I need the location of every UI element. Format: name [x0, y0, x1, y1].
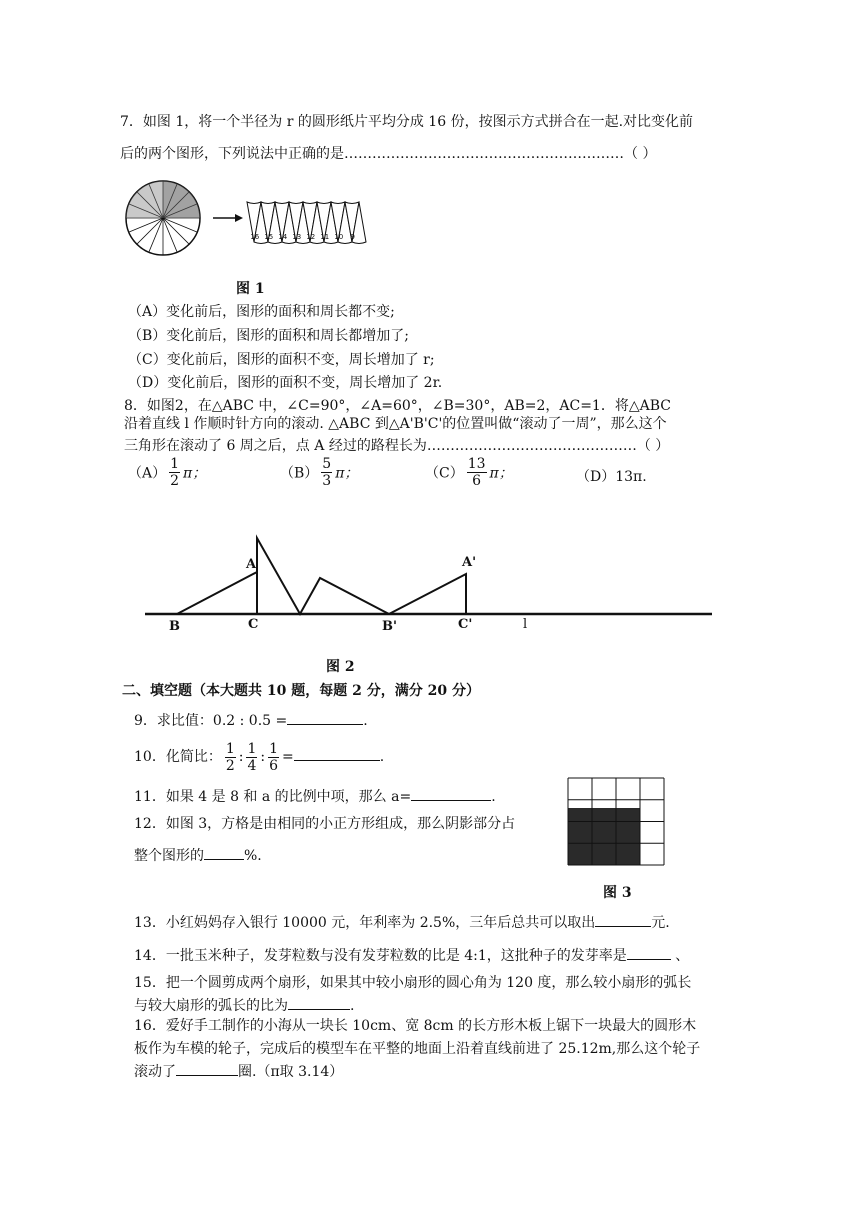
q10-answer-blank[interactable] — [294, 746, 380, 761]
denominator: 6 — [472, 473, 482, 489]
section-2-heading: 二、填空题（本大题共 10 题，每题 2 分，满分 20 分） — [122, 683, 480, 699]
numerator: 13 — [467, 456, 486, 472]
q13-tail: 元. — [651, 915, 670, 931]
denominator: 4 — [247, 757, 257, 774]
q16-line2: 板作为车模的轮子，完成后的模型车在平整的地面上沿着直线前进了 25.12m,那么这个轮子 — [134, 1041, 701, 1057]
label-c: C — [248, 617, 259, 632]
shaded-region — [568, 808, 640, 865]
numerator: 1 — [269, 740, 279, 757]
figure-1 — [125, 180, 375, 260]
fraction — [225, 741, 236, 774]
q8-line1: 8．如图2，在△ABC 中，∠C=90°，∠A=60°，∠B=30°，AB=2，AC=1．将△ABC — [124, 398, 671, 414]
fraction — [169, 456, 180, 489]
q7-option-d: （D）变化前后，图形的面积不变，周长增加了 2r. — [128, 375, 443, 391]
arrow-icon — [213, 214, 243, 222]
denominator: 2 — [170, 473, 180, 489]
q12-tail: %. — [244, 848, 262, 864]
numerator: 1 — [170, 456, 180, 472]
q8-line2: 沿着直线 l 作顺时针方向的滚动. △ABC 到△A'B'C'的位置叫做“滚动了一周”，那么这个 — [124, 416, 667, 432]
q16-answer-blank[interactable] — [176, 1061, 238, 1076]
q8-option-a — [128, 456, 206, 489]
denominator: 6 — [269, 757, 279, 774]
triangle-a1b1c1 — [389, 574, 466, 614]
q16-text: 滚动了 — [134, 1064, 176, 1080]
option-tail: π； — [489, 465, 513, 482]
label-a: A — [246, 557, 257, 572]
q7-line1: 7．如图 1，将一个半径为 r 的圆形纸片平均分成 16 份，按图示方式拼合在一起.对比变化前 — [120, 114, 694, 130]
fig3-caption: 图 3 — [603, 885, 632, 901]
q11-answer-blank[interactable] — [411, 786, 491, 801]
q15-tail: . — [350, 998, 355, 1014]
figure-2 — [140, 530, 720, 640]
q9-text: 9．求比值：0.2 : 0.5 = — [134, 713, 288, 729]
q9-answer-blank[interactable] — [287, 710, 363, 725]
q13-answer-blank[interactable] — [595, 912, 651, 927]
option-label: （D）13π. — [576, 469, 647, 485]
fraction — [246, 741, 257, 774]
label-b: B — [169, 619, 180, 634]
q10: 10．化简比： $\frac{1}{2}$ : $\frac{1}{4}$ : $\frac{1}{6}$ = . — [134, 740, 385, 774]
fig2-caption: 图 2 — [326, 659, 355, 675]
fraction — [467, 456, 487, 489]
q8-option-c — [425, 456, 513, 489]
q10-label: 10．化简比： — [134, 749, 222, 765]
option-tail: π； — [183, 465, 207, 482]
label-c-prime: C' — [458, 617, 473, 632]
q12-line2 — [134, 845, 262, 865]
q14-text: 14．一批玉米种子，发芽粒数与没有发芽粒数的比是 4:1，这批种子的发芽率是 — [134, 948, 627, 964]
figure-3-grid — [567, 777, 667, 867]
numerator: 1 — [225, 740, 235, 757]
q14 — [134, 945, 689, 965]
q16-line3 — [134, 1061, 343, 1081]
option-tail: π； — [335, 465, 359, 482]
q12-text: 整个图形的 — [134, 848, 204, 864]
q9 — [134, 710, 368, 730]
q15-line1: 15．把一个圆剪成两个扇形，如果其中较小扇形的圆心角为 120 度，那么较小扇形的弧长 — [134, 975, 692, 991]
sector-number: 9 — [350, 233, 355, 241]
q12-answer-blank[interactable] — [204, 845, 244, 860]
divided-circle — [126, 181, 200, 255]
label-a-prime: A' — [462, 555, 477, 570]
denominator: 2 — [225, 757, 235, 774]
q14-answer-blank[interactable] — [627, 945, 671, 960]
fraction — [321, 456, 332, 489]
option-label: （B） — [280, 465, 319, 482]
label-l: l — [523, 617, 528, 632]
option-label: （A） — [128, 465, 167, 482]
q7-option-b: （B）变化前后，图形的面积和周长都增加了; — [128, 328, 410, 344]
q15-answer-blank[interactable] — [288, 995, 350, 1010]
q8-line3: 三角形在滚动了 6 周之后，点 A 经过的路程长为………………………………………（ ） — [124, 438, 670, 454]
q8-option-d — [576, 466, 647, 486]
q10-tail: . — [379, 749, 385, 765]
q11-tail: . — [491, 789, 496, 805]
q8-option-b — [280, 456, 358, 489]
fig1-caption: 图 1 — [236, 281, 265, 297]
q16-line1: 16．爱好手工制作的小海从一块长 10cm、宽 8cm 的长方形木板上锯下一块最大的圆形木 — [134, 1018, 697, 1034]
q13 — [134, 912, 670, 932]
sector-number: 14 — [278, 233, 288, 241]
q15-line2 — [134, 995, 354, 1015]
q14-tail: 、 — [675, 948, 690, 964]
rolling-path — [257, 538, 389, 614]
denominator: 3 — [322, 473, 332, 489]
numerator: 1 — [247, 740, 257, 757]
q11-text: 11．如果 4 是 8 和 a 的比例中项，那么 a= — [134, 789, 412, 805]
q7-option-c: （C）变化前后，图形的面积不变，周长增加了 r; — [128, 352, 435, 368]
rearranged-sectors — [247, 202, 366, 244]
q15-text: 与较大扇形的弧长的比为 — [134, 998, 288, 1014]
q12-line1: 12．如图 3，方格是由相同的小正方形组成，那么阴影部分占 — [134, 816, 516, 832]
fraction — [268, 741, 279, 774]
triangle-abc — [177, 572, 257, 614]
sector-number: 11 — [320, 233, 330, 241]
sector-number: 16 — [250, 233, 260, 241]
q7-line2: 后的两个图形，下列说法中正确的是……………………………………………………（ ） — [120, 146, 657, 162]
numerator: 5 — [322, 456, 332, 472]
label-b-prime: B' — [382, 619, 397, 634]
q13-text: 13．小红妈妈存入银行 10000 元，年利率为 2.5%，三年后总共可以取出 — [134, 915, 596, 931]
sector-number: 10 — [334, 233, 344, 241]
sector-number: 13 — [292, 233, 302, 241]
q7-option-a: （A）变化前后，图形的面积和周长都不变; — [128, 304, 395, 320]
option-label: （C） — [425, 465, 464, 482]
q11 — [134, 786, 496, 806]
q16-tail: 圈.（π取 3.14） — [238, 1064, 344, 1080]
equals-sign: = — [282, 749, 294, 765]
sector-number: 15 — [264, 233, 274, 241]
sector-number: 12 — [306, 233, 316, 241]
q9-tail: . — [363, 713, 368, 729]
